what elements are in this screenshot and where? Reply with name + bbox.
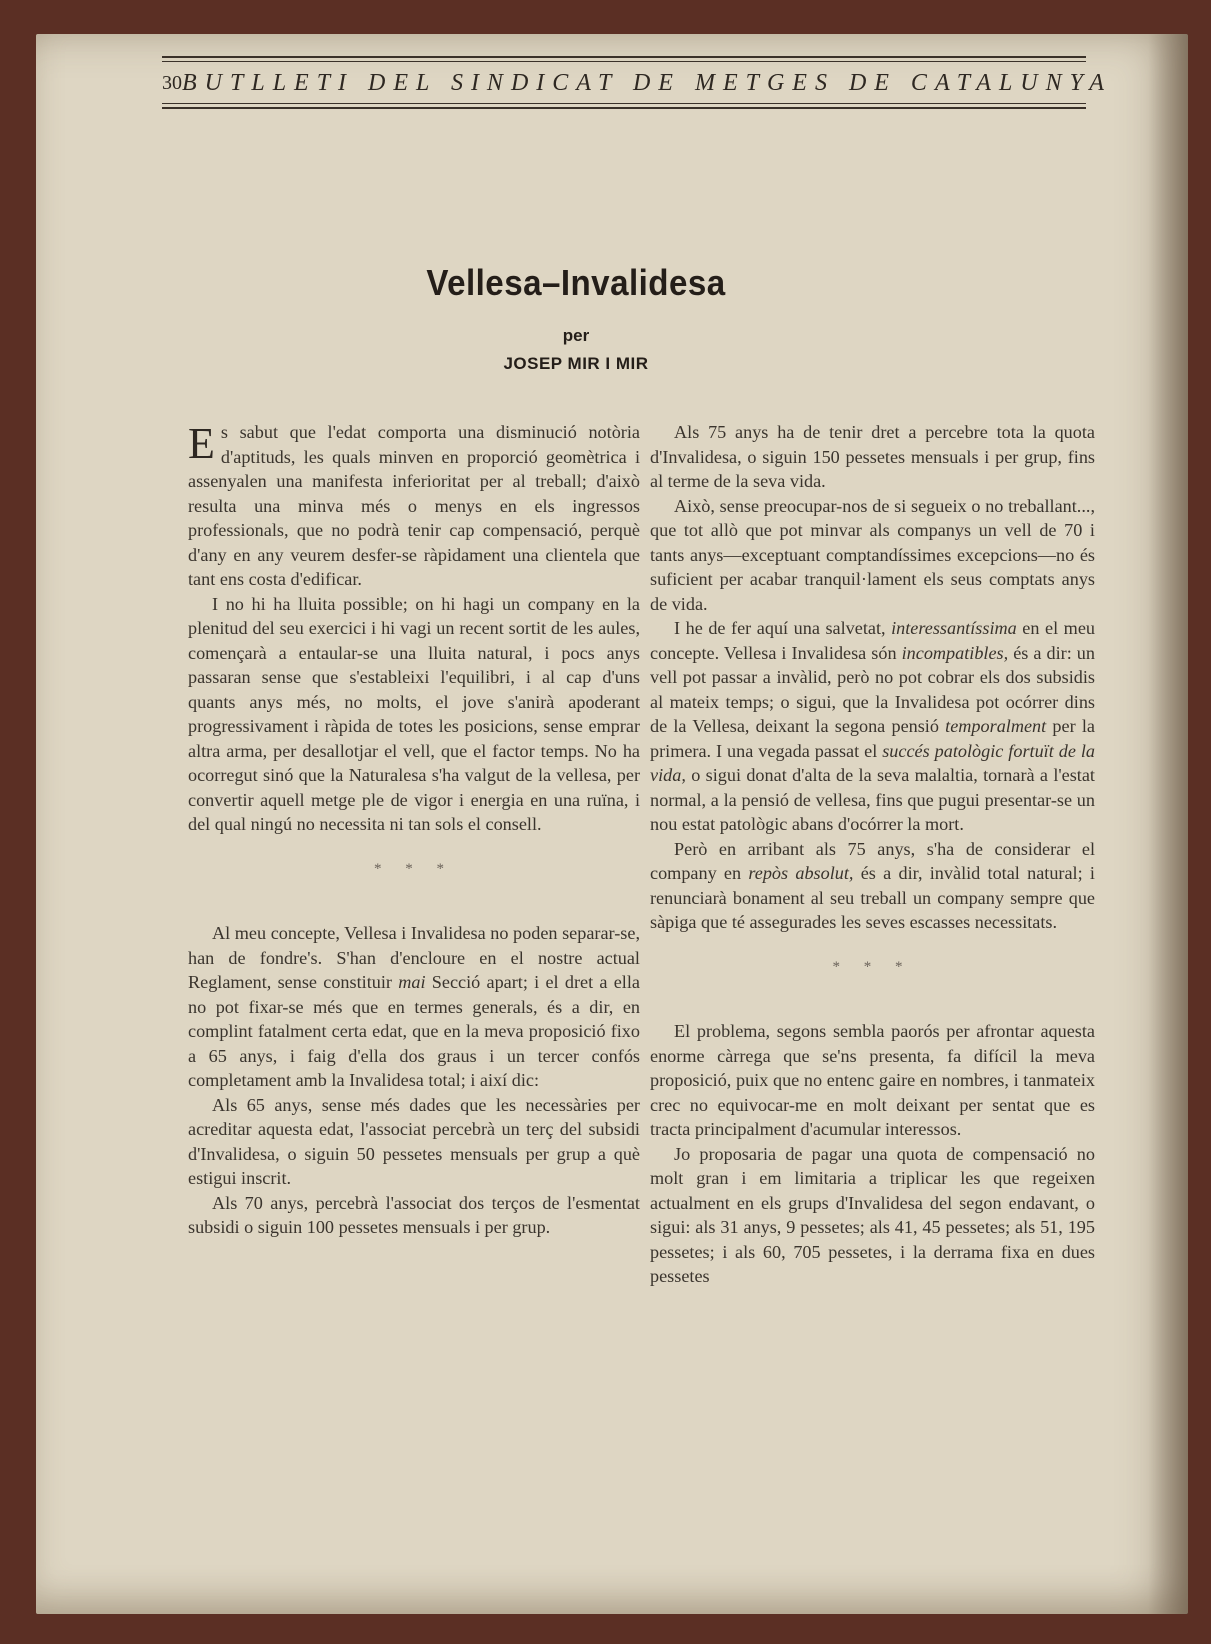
italic-text: temporalment bbox=[945, 716, 1047, 736]
right-column bbox=[650, 420, 1095, 1289]
italic-text: succés patològic fortuït de la vida, bbox=[650, 740, 1095, 785]
header-rule-bottom bbox=[162, 107, 1086, 109]
header-rule-top bbox=[162, 56, 1086, 58]
running-header bbox=[162, 56, 1112, 112]
left-column bbox=[188, 420, 640, 1240]
page-number: 30 bbox=[162, 71, 182, 94]
paragraph: I no hi ha lluita possible; on hi hagi un company en la plenitud del seu exercici i hi vagi un recent sortit de les aules, començarà a entaular-se una lluita natural, i pocs anys passaran sense que s'estableixi l'equilibri, i al cap d'uns quants anys més, no molts, el jove s'anirà apoderant progressivament i ràpida de totes les posicions, sense emprar altra arma, per desallotjar el vell, que el factor temps. No ha ocorregut sinó que la Naturalesa s'ha valgut de la vellesa, per convertir aquell metge ple de vigor i energia en una ruïna, i del qual ningú no necessita ni tan sols el consell. bbox=[188, 593, 640, 834]
text-run: I he de fer aquí una salvetat, bbox=[674, 618, 892, 638]
text-run: Però en arribant als 75 anys, s'ha de considerar el company en bbox=[650, 838, 1095, 883]
text-run: és a dir, invàlid total natural; i renunciarà bonament al seu treball un company sempre que sàpiga que té assegurades les seves escasses necessitats. bbox=[650, 863, 1095, 932]
paragraph: Jo proposaria de pagar una quota de compensació no molt gran i em limitaria a triplicar les que regeixen actualment en els grups d'Invalidesa del segon endavant, o sigui: als 31 anys, 9 pessetes; als 41, 45 pessetes; als 51, 195 pessetes; i als 60, 705 pessetes, i la derrama fixa en dues pessetes bbox=[650, 1143, 1095, 1286]
text-run: Al meu concepte, Vellesa i Invalidesa no poden separar-se, han de fondre's. S'han d'encloure en el nostre actual Reglament, sense constituir bbox=[188, 923, 640, 992]
paragraph bbox=[650, 837, 1095, 935]
text-run: Secció apart; i el dret a ella no pot fixar-se més que en termes generals, és a dir, en complint fatalment certa edat, que en la meva proposició fixo a 65 anys, i faig d'ella dos graus i un tercer confós completament amb la Invalidesa total; i així dic: bbox=[188, 972, 640, 1090]
byline-per: per bbox=[562, 326, 590, 345]
article-title: Vellesa–Invalidesa bbox=[426, 262, 726, 303]
section-separator: * * * bbox=[374, 860, 454, 877]
header-text-row bbox=[162, 68, 1112, 98]
paragraph: Això, sense preocupar-nos de si segueix o no treballant..., que tot allò que pot minvar als companys un vell de 70 i tants anys—exceptuant comptandíssimes excepcions—no és suficient per acabar tranquil·lament els seus comptats anys de vida. bbox=[650, 495, 1095, 614]
paragraph: Als 70 anys, percebrà l'associat dos terços de l'esmentat subsidi o siguin 100 pessetes mensuals i per grup. bbox=[188, 1192, 640, 1237]
paragraph: Es sabut que l'edat comporta una disminució notòria d'aptituds, les quals minven en proporció geomètrica i assenyalen una manifesta inferioritat per al treball; d'això resulta una minva més o menys en els ingressos professionals, que no podrà tenir cap compensació, perquè d'any en any veurem desfer-se ràpidament una clientela que tant ens costa d'edificar. bbox=[188, 419, 640, 589]
header-rule-bottom-thin bbox=[162, 103, 1086, 104]
italic-text: mai bbox=[398, 972, 426, 992]
paragraph bbox=[188, 921, 640, 1093]
text-run: en el meu concepte. Vellesa i Invalidesa són bbox=[650, 618, 1095, 663]
paragraph: El problema, segons sembla paorós per afrontar aquesta enorme càrrega que se'ns presenta, fa difícil la meva proposició, puix que no entenc gaire en nombres, i tanmateix crec no equivocar-me en molt deixant per sentat que es tracta principalment d'acumular interessos. bbox=[650, 1021, 1095, 1139]
italic-text: repòs absolut, bbox=[748, 863, 854, 883]
header-rule-top-thin bbox=[162, 61, 1086, 62]
page-binding-shadow bbox=[1148, 34, 1188, 1614]
paragraph: Als 65 anys, sense més dades que les necessàries per acreditar aquesta edat, l'associat percebrà un terç del subsidi d'Invalidesa, o siguin 50 pessetes mensuals per grup a què estigui inscrit. bbox=[188, 1094, 640, 1188]
section-separator: * * * bbox=[832, 958, 913, 975]
running-title: BUTLLETI DEL SINDICAT DE METGES DE CATALUNYA bbox=[182, 69, 1112, 96]
text-run: o sigui donat d'alta de la seva malaltia, tornarà a l'estat normal, a la pensió de vellesa, fins que pugui presentar-se un nou estat patològic abans d'ocórrer la mort. bbox=[650, 765, 1095, 834]
italic-text: interessantíssima bbox=[891, 618, 1017, 638]
text-run: per la primera. I una vegada passat el bbox=[650, 716, 1095, 761]
text-run: és a dir: un vell pot passar a invàlid, però no pot cobrar els dos subsidis al mateix temps; o sigui, que la Invalidesa pot ocórrer dins de la Vellesa, deixant la segona pensió bbox=[650, 642, 1095, 736]
paragraph: Als 75 anys ha de tenir dret a percebre tota la quota d'Invalidesa, o siguin 150 pessetes mensuals i per grup, fins al terme de la seva vida. bbox=[650, 422, 1095, 491]
italic-text: incompatibles, bbox=[901, 642, 1009, 663]
article-author: JOSEP MIR I MIR bbox=[503, 354, 649, 373]
paragraph bbox=[650, 616, 1095, 837]
